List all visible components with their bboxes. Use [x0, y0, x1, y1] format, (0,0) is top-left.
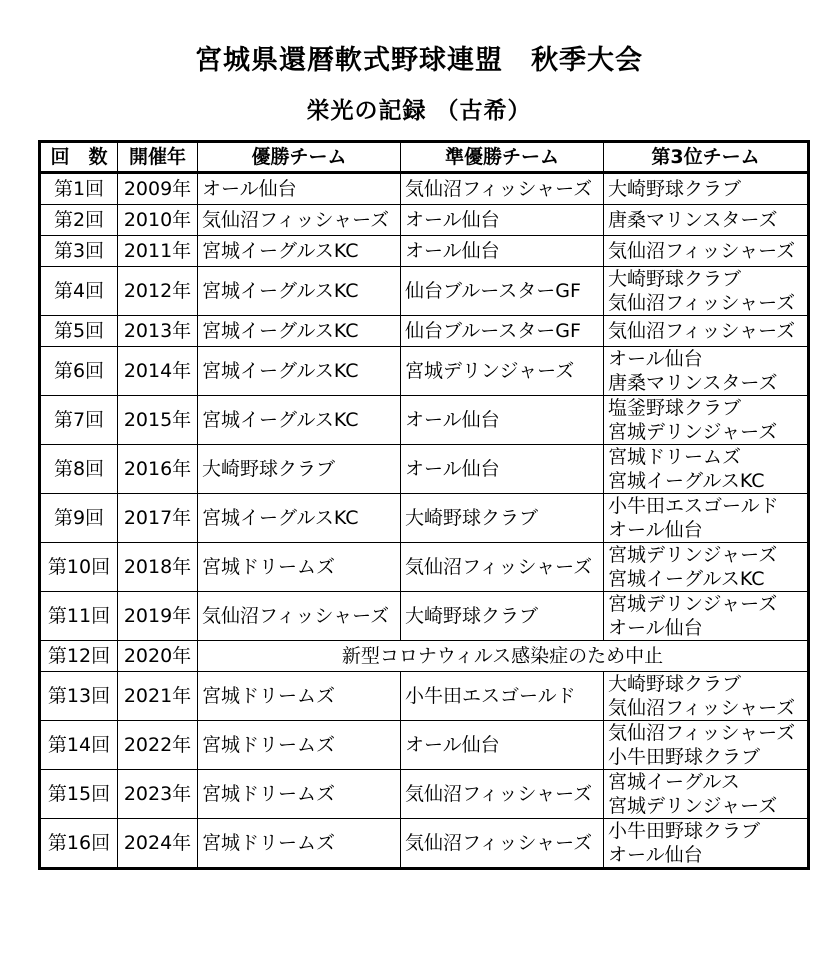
winner-cell: 宮城イーグルスKC: [198, 396, 401, 445]
winner-cell: オール仙台: [198, 173, 401, 205]
third-place-cell: [604, 173, 809, 205]
winner-cell: 気仙沼フィッシャーズ: [198, 205, 401, 236]
header-round: 回 数: [40, 142, 118, 173]
winner-cell: 宮城ドリームズ: [198, 819, 401, 869]
year-cell: 2009年: [118, 173, 198, 205]
third-place-team: 宮城イーグルスKC: [608, 470, 765, 492]
winner-cell: 宮城イーグルスKC: [198, 316, 401, 347]
runner-up-cell: 気仙沼フィッシャーズ: [401, 173, 604, 205]
round-cell: 第9回: [40, 494, 118, 543]
records-table-body: [40, 173, 809, 869]
table-row: [40, 543, 809, 592]
round-cell: 第15回: [40, 770, 118, 819]
year-cell: 2012年: [118, 267, 198, 316]
third-place-team: 小牛田野球クラブ: [608, 746, 761, 768]
third-place-team: 気仙沼フィッシャーズ: [608, 697, 796, 719]
winner-cell: 宮城イーグルスKC: [198, 494, 401, 543]
year-cell: 2024年: [118, 819, 198, 869]
year-cell: 2015年: [118, 396, 198, 445]
third-place-cell: [604, 672, 809, 721]
third-place-team: 宮城ドリームズ: [608, 446, 742, 468]
round-cell: 第1回: [40, 173, 118, 205]
third-place-team: 宮城イーグルスKC: [608, 568, 765, 590]
table-header-row: [40, 142, 809, 173]
page-subtitle: 栄光の記録 （古希）: [306, 98, 532, 124]
third-place-cell: [604, 543, 809, 592]
table-row: [40, 819, 809, 869]
year-cell: 2014年: [118, 347, 198, 396]
round-cell: 第11回: [40, 592, 118, 641]
year-cell: 2018年: [118, 543, 198, 592]
runner-up-cell: 気仙沼フィッシャーズ: [401, 770, 604, 819]
table-row: [40, 267, 809, 316]
cancellation-note: 新型コロナウィルス感染症のため中止: [198, 641, 809, 672]
round-cell: 第2回: [40, 205, 118, 236]
third-place-cell: [604, 721, 809, 770]
third-place-cell: [604, 494, 809, 543]
runner-up-cell: 仙台ブルースターGF: [401, 267, 604, 316]
third-place-cell: [604, 267, 809, 316]
winner-cell: 気仙沼フィッシャーズ: [198, 592, 401, 641]
table-row: [40, 205, 809, 236]
third-place-team: 気仙沼フィッシャーズ: [608, 292, 796, 314]
round-cell: 第16回: [40, 819, 118, 869]
winner-cell: 宮城ドリームズ: [198, 770, 401, 819]
third-place-team: 気仙沼フィッシャーズ: [608, 320, 796, 342]
third-place-team: 大崎野球クラブ: [608, 673, 742, 695]
table-row: [40, 316, 809, 347]
round-cell: 第7回: [40, 396, 118, 445]
third-place-cell: [604, 445, 809, 494]
year-cell: 2023年: [118, 770, 198, 819]
runner-up-cell: オール仙台: [401, 396, 604, 445]
third-place-cell: [604, 316, 809, 347]
page-title: 宮城県還暦軟式野球連盟 秋季大会: [195, 45, 643, 76]
round-cell: 第4回: [40, 267, 118, 316]
year-cell: 2021年: [118, 672, 198, 721]
table-row: [40, 770, 809, 819]
runner-up-cell: 大崎野球クラブ: [401, 592, 604, 641]
header-third: 第3位チーム: [604, 142, 809, 173]
header-year: 開催年: [118, 142, 198, 173]
winner-cell: 宮城イーグルスKC: [198, 267, 401, 316]
third-place-team: 塩釜野球クラブ: [608, 397, 742, 419]
year-cell: 2010年: [118, 205, 198, 236]
winner-cell: 宮城ドリームズ: [198, 672, 401, 721]
third-place-team: オール仙台: [608, 617, 703, 639]
table-row: [40, 721, 809, 770]
third-place-cell: [604, 770, 809, 819]
runner-up-cell: 宮城デリンジャーズ: [401, 347, 604, 396]
third-place-cell: [604, 205, 809, 236]
table-row: [40, 173, 809, 205]
runner-up-cell: 小牛田エスゴールド: [401, 672, 604, 721]
third-place-team: オール仙台: [608, 519, 703, 541]
table-row: [40, 672, 809, 721]
round-cell: 第8回: [40, 445, 118, 494]
header-winner: 優勝チーム: [198, 142, 401, 173]
third-place-team: 小牛田野球クラブ: [608, 820, 761, 842]
table-row: [40, 236, 809, 267]
winner-cell: 大崎野球クラブ: [198, 445, 401, 494]
year-cell: 2013年: [118, 316, 198, 347]
runner-up-cell: 気仙沼フィッシャーズ: [401, 819, 604, 869]
round-cell: 第13回: [40, 672, 118, 721]
runner-up-cell: オール仙台: [401, 445, 604, 494]
third-place-cell: [604, 396, 809, 445]
runner-up-cell: オール仙台: [401, 721, 604, 770]
third-place-team: 宮城デリンジャーズ: [608, 421, 778, 443]
year-cell: 2011年: [118, 236, 198, 267]
table-row: [40, 494, 809, 543]
header-runner-up: 準優勝チーム: [401, 142, 604, 173]
runner-up-cell: オール仙台: [401, 236, 604, 267]
third-place-cell: [604, 592, 809, 641]
third-place-team: 宮城デリンジャーズ: [608, 795, 778, 817]
table-row: [40, 445, 809, 494]
round-cell: 第14回: [40, 721, 118, 770]
third-place-team: オール仙台: [608, 348, 703, 370]
table-row: [40, 347, 809, 396]
round-cell: 第10回: [40, 543, 118, 592]
third-place-team: 宮城デリンジャーズ: [608, 544, 778, 566]
third-place-team: 大崎野球クラブ: [608, 178, 742, 200]
third-place-team: 唐桑マリンスターズ: [608, 372, 778, 394]
winner-cell: 宮城ドリームズ: [198, 721, 401, 770]
third-place-cell: [604, 347, 809, 396]
round-cell: 第3回: [40, 236, 118, 267]
round-cell: 第6回: [40, 347, 118, 396]
third-place-team: オール仙台: [608, 844, 703, 866]
third-place-cell: [604, 236, 809, 267]
third-place-cell: [604, 819, 809, 869]
third-place-team: 大崎野球クラブ: [608, 268, 742, 290]
year-cell: 2016年: [118, 445, 198, 494]
runner-up-cell: 気仙沼フィッシャーズ: [401, 543, 604, 592]
runner-up-cell: 大崎野球クラブ: [401, 494, 604, 543]
table-row: [40, 592, 809, 641]
third-place-team: 唐桑マリンスターズ: [608, 209, 778, 231]
runner-up-cell: 仙台ブルースターGF: [401, 316, 604, 347]
table-row: [40, 396, 809, 445]
year-cell: 2022年: [118, 721, 198, 770]
third-place-team: 小牛田エスゴールド: [608, 495, 779, 517]
third-place-team: 気仙沼フィッシャーズ: [608, 240, 796, 262]
year-cell: 2020年: [118, 641, 198, 672]
winner-cell: 宮城イーグルスKC: [198, 236, 401, 267]
year-cell: 2019年: [118, 592, 198, 641]
third-place-team: 宮城デリンジャーズ: [608, 593, 778, 615]
round-cell: 第12回: [40, 641, 118, 672]
table-row: [40, 641, 809, 672]
round-cell: 第5回: [40, 316, 118, 347]
runner-up-cell: オール仙台: [401, 205, 604, 236]
third-place-team: 気仙沼フィッシャーズ: [608, 722, 796, 744]
records-table: [38, 140, 810, 870]
third-place-team: 宮城イーグルス: [608, 771, 740, 793]
winner-cell: 宮城ドリームズ: [198, 543, 401, 592]
year-cell: 2017年: [118, 494, 198, 543]
winner-cell: 宮城イーグルスKC: [198, 347, 401, 396]
